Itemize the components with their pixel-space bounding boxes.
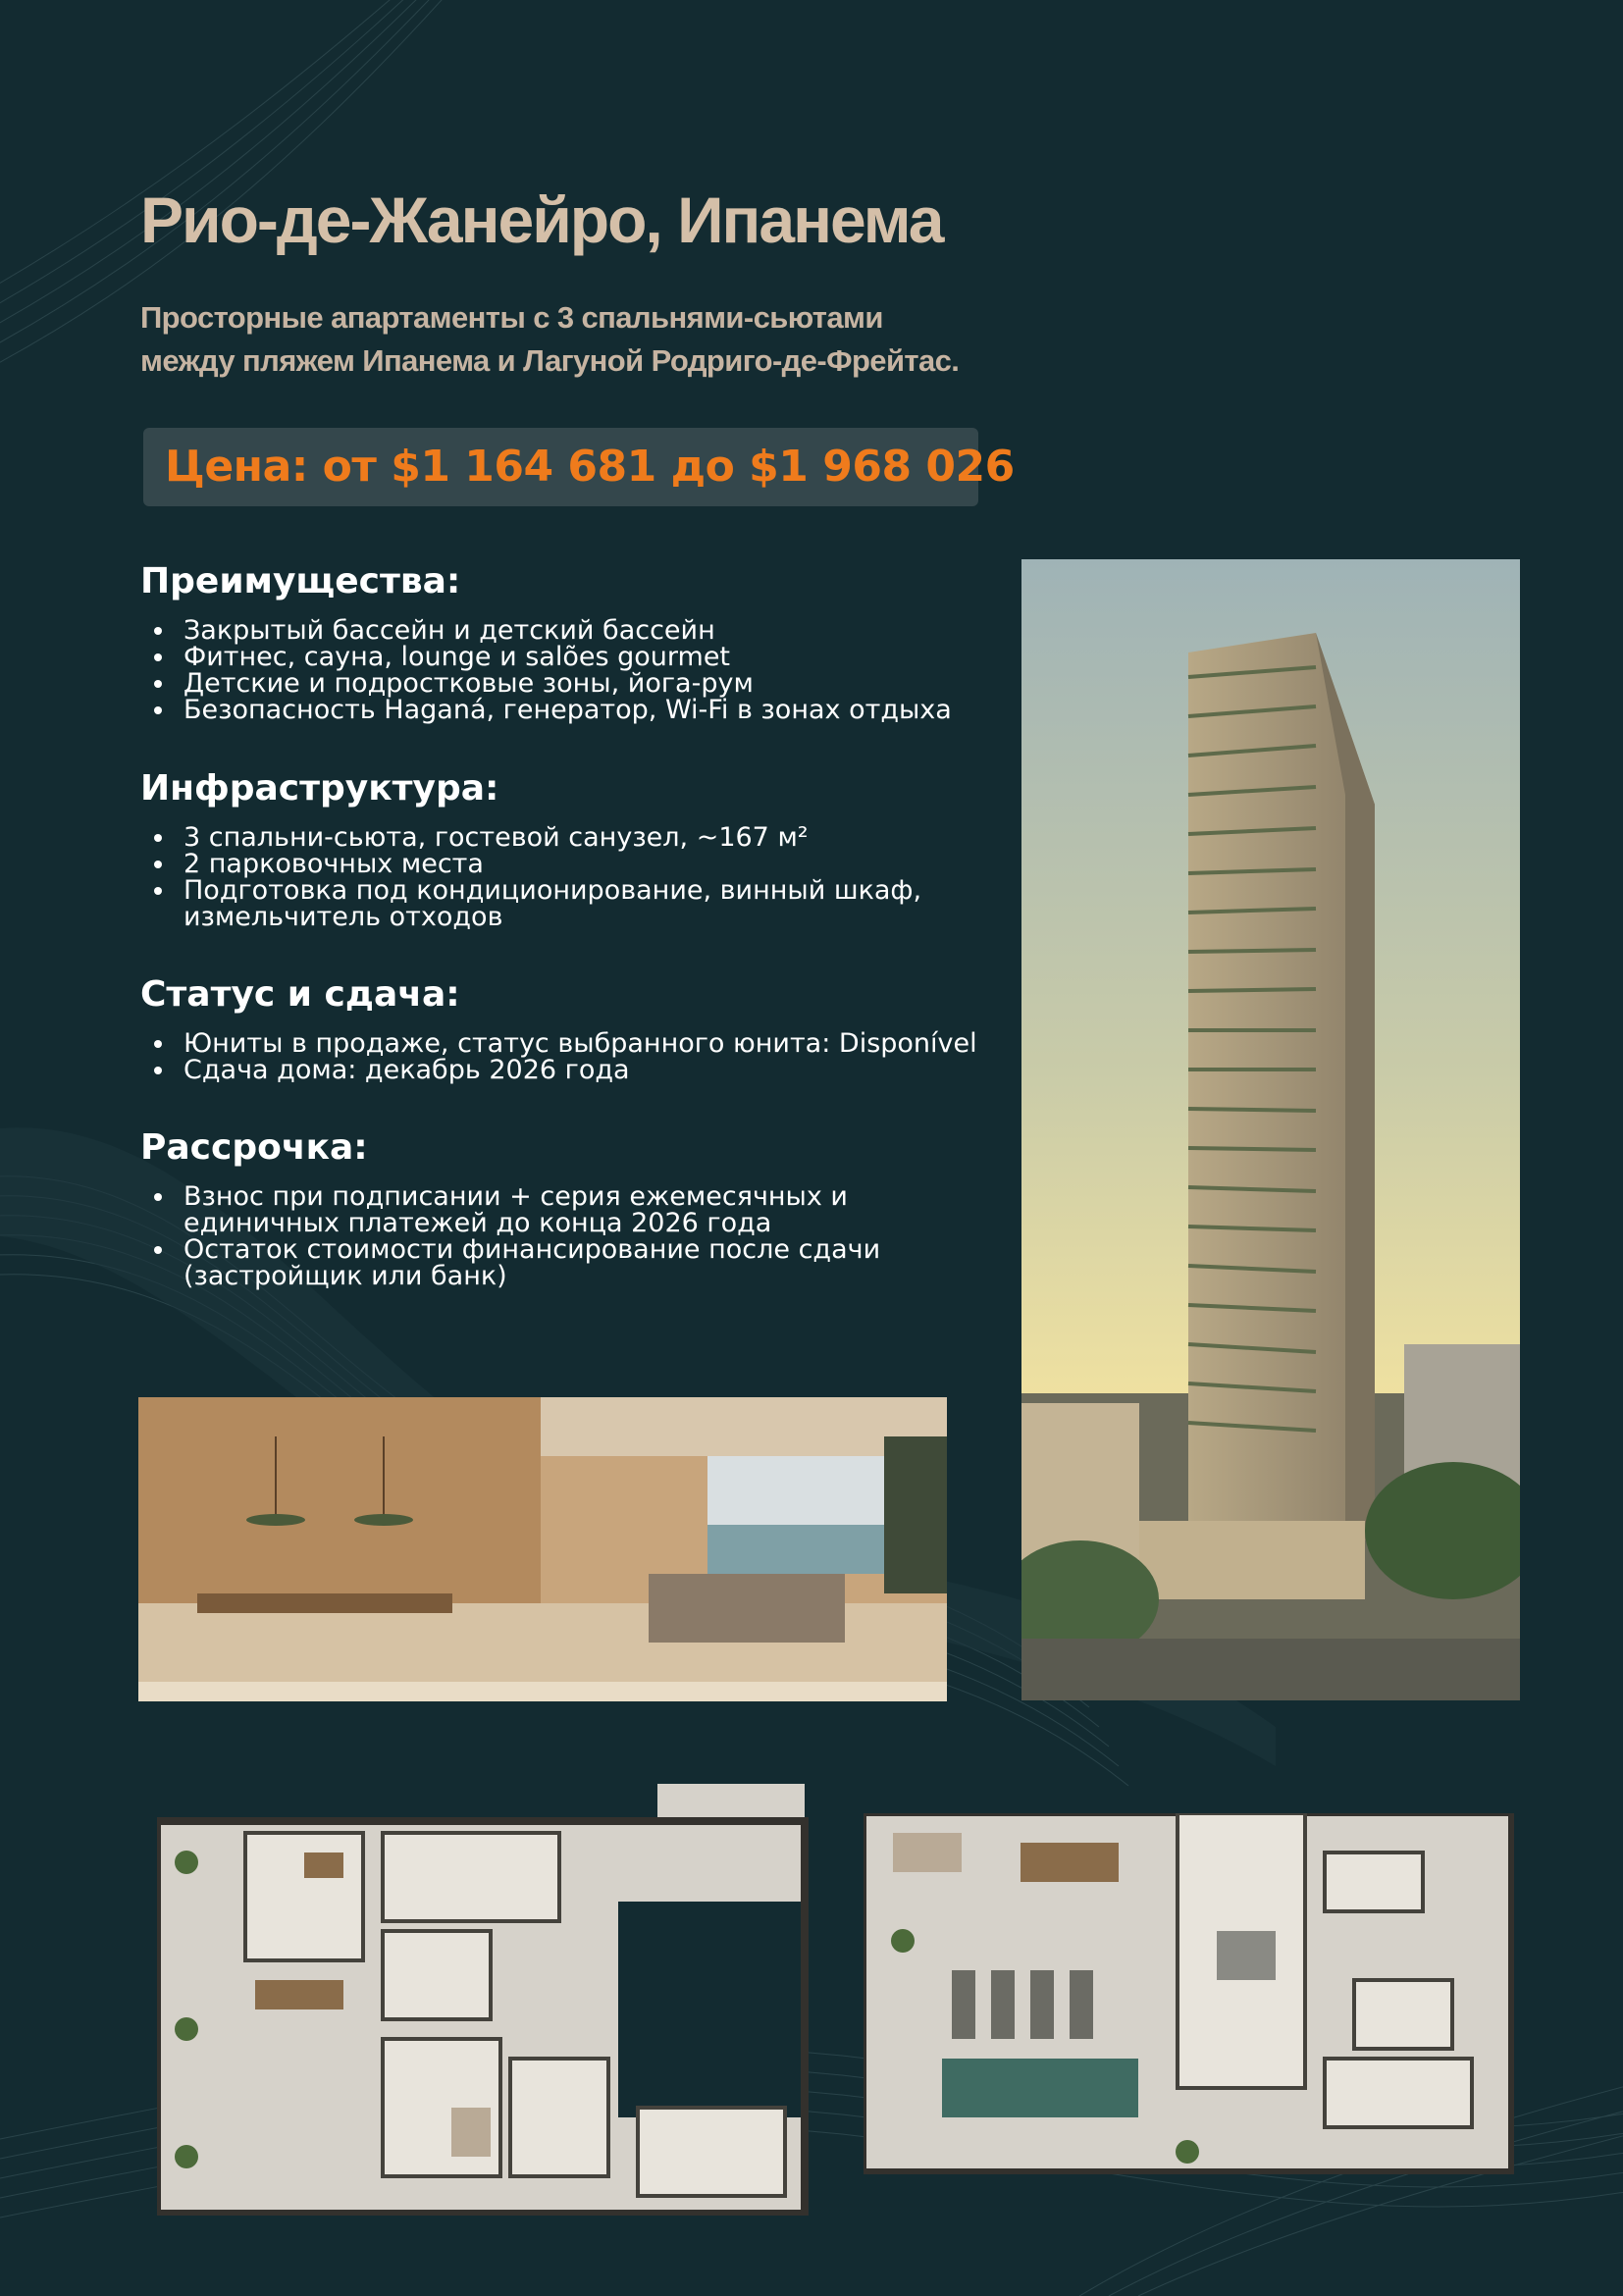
interior-photo [138,1397,947,1701]
list-item: Взнос при подписании + серия ежемесячных и единичных платежей до конца 2026 года [140,1183,890,1236]
section-heading: Преимущества: [140,561,461,601]
list-item: Безопасность Haganá, генератор, Wi-Fi в зонах отдыха [140,697,1004,723]
section-installments [140,1126,1004,1289]
floor-plan-2 [864,1813,1515,2176]
infrastructure-list [140,824,1004,930]
price-label: Цена: от $1 164 681 до $1 968 026 [165,442,1015,492]
subtitle-line-1: Просторные апартаменты с 3 спальнями-сьютами [140,300,883,335]
section-infrastructure [140,767,1004,930]
section-status [140,973,1004,1083]
list-item: Юниты в продаже, статус выбранного юнита: Disponível [140,1030,1004,1057]
installments-list [140,1183,1004,1289]
page-subtitle [140,296,959,383]
list-item: Подготовка под кондиционирование, винный шкаф, измельчитель отходов [140,877,929,930]
section-heading: Статус и сдача: [140,974,460,1015]
floor-plan-1 [157,1784,809,2216]
list-item: 2 парковочных места [140,851,1004,877]
list-item: Сдача дома: декабрь 2026 года [140,1057,1004,1083]
section-advantages [140,560,1004,723]
list-item: Фитнес, сауна, lounge и salões gourmet [140,644,1004,670]
subtitle-line-2: между пляжем Ипанема и Лагуной Родриго-де-Фрейтас. [140,343,960,378]
list-item: Остаток стоимости финансирование после сдачи (застройщик или банк) [140,1236,929,1289]
advantages-list [140,617,1004,723]
list-item: 3 спальни-сьюта, гостевой санузел, ~167 м² [140,824,1004,851]
price-banner [143,428,1015,506]
list-item: Закрытый бассейн и детский бассейн [140,617,1004,644]
tower-photo [1021,559,1520,1700]
status-list [140,1030,1004,1083]
page-title: Рио-де-Жанейро, Ипанема [140,183,943,256]
section-heading: Рассрочка: [140,1127,368,1168]
list-item: Детские и подростковые зоны, йога-рум [140,670,1004,697]
section-heading: Инфраструктура: [140,768,499,809]
